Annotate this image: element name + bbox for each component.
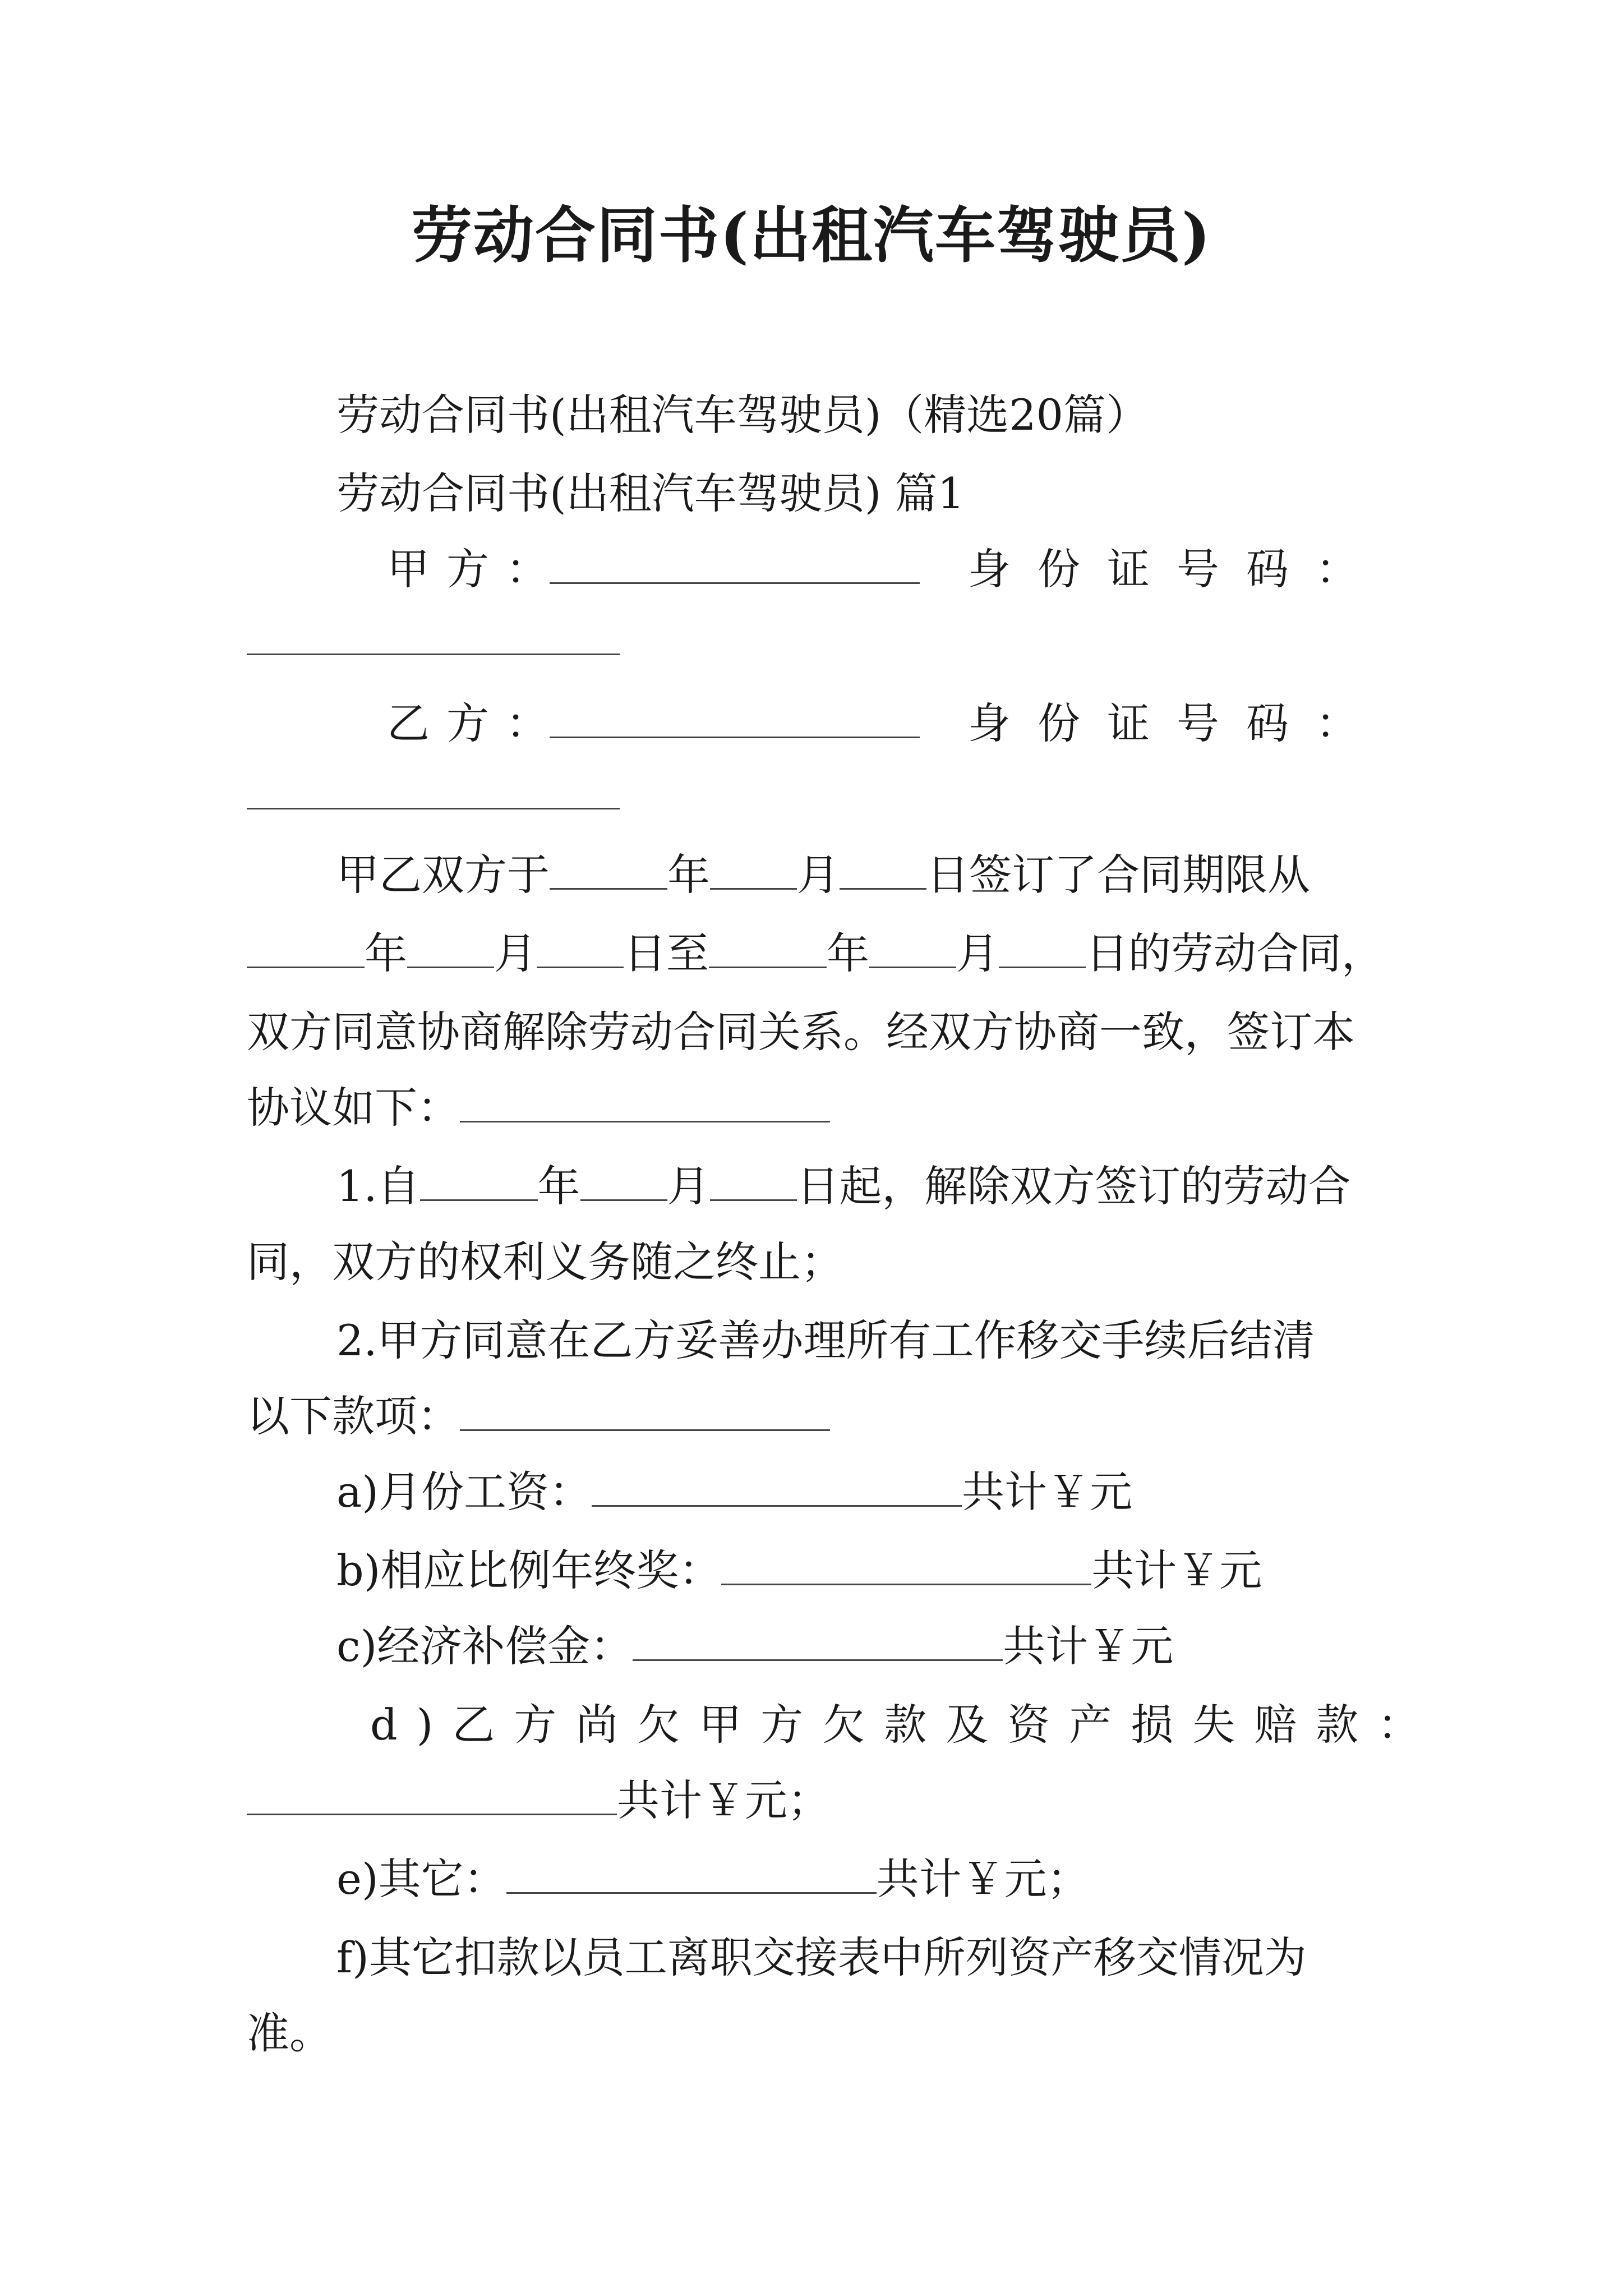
para1-line1: 甲乙双方于 年 月 日签订了合同期限从 — [336, 850, 1310, 900]
item1-line2: 同，双方的权利义务随之终止； — [247, 1237, 843, 1287]
para1-line3: 双方同意协商解除劳动合同关系。经双方协商一致，签订本 — [247, 1007, 1355, 1057]
section-heading: 劳动合同书(出租汽车驾驶员) 篇1 — [336, 468, 965, 518]
para1-line2: 年 月 日至 年 月 日的劳动合同， — [247, 926, 1385, 982]
party-b-id-blank[interactable] — [247, 808, 620, 809]
party-a-id-blank[interactable] — [247, 654, 620, 655]
item-f-line2: 准。 — [247, 2008, 332, 2058]
item-b: b)相应比例年终奖： 共计￥元 — [336, 1545, 1262, 1595]
item-e: e)其它： 共计￥元； — [336, 1854, 1090, 1904]
party-a-id-label: 身份证号码： — [968, 544, 1385, 594]
party-a-name-blank[interactable] — [550, 543, 920, 584]
party-b-id-label: 身份证号码： — [968, 698, 1385, 748]
party-b-row — [387, 696, 1385, 752]
subtitle: 劳动合同书(出租汽车驾驶员)（精选20篇） — [336, 390, 1149, 440]
item-d-line2: 共计￥元； — [247, 1773, 1385, 1829]
party-a-label: 甲方： — [387, 544, 565, 594]
item2-line2: 以下款项： — [247, 1388, 1385, 1444]
item-c: c)经济补偿金： 共计￥元 — [336, 1621, 1174, 1671]
party-a-row — [387, 541, 1385, 597]
item-a: a)月份工资： 共计￥元 — [336, 1467, 1132, 1517]
item1-line1: 1.自 年 月 日起，解除双方签订的劳动合 — [336, 1161, 1351, 1211]
page-title: 劳动合同书(出租汽车驾驶员) — [411, 200, 1212, 271]
item2-line1: 2.甲方同意在乙方妥善办理所有工作移交手续后结清 — [336, 1315, 1315, 1365]
party-b-label: 乙方： — [387, 698, 565, 748]
party-b-name-blank[interactable] — [550, 697, 920, 738]
item-f-line1: f)其它扣款以员工离职交接表中所列资产移交情况为 — [336, 1932, 1307, 1982]
para1-line4: 协议如下： — [247, 1080, 1385, 1136]
item-d-line1: d)乙方尚欠甲方欠款及资产损失赔款： — [370, 1700, 1440, 1750]
